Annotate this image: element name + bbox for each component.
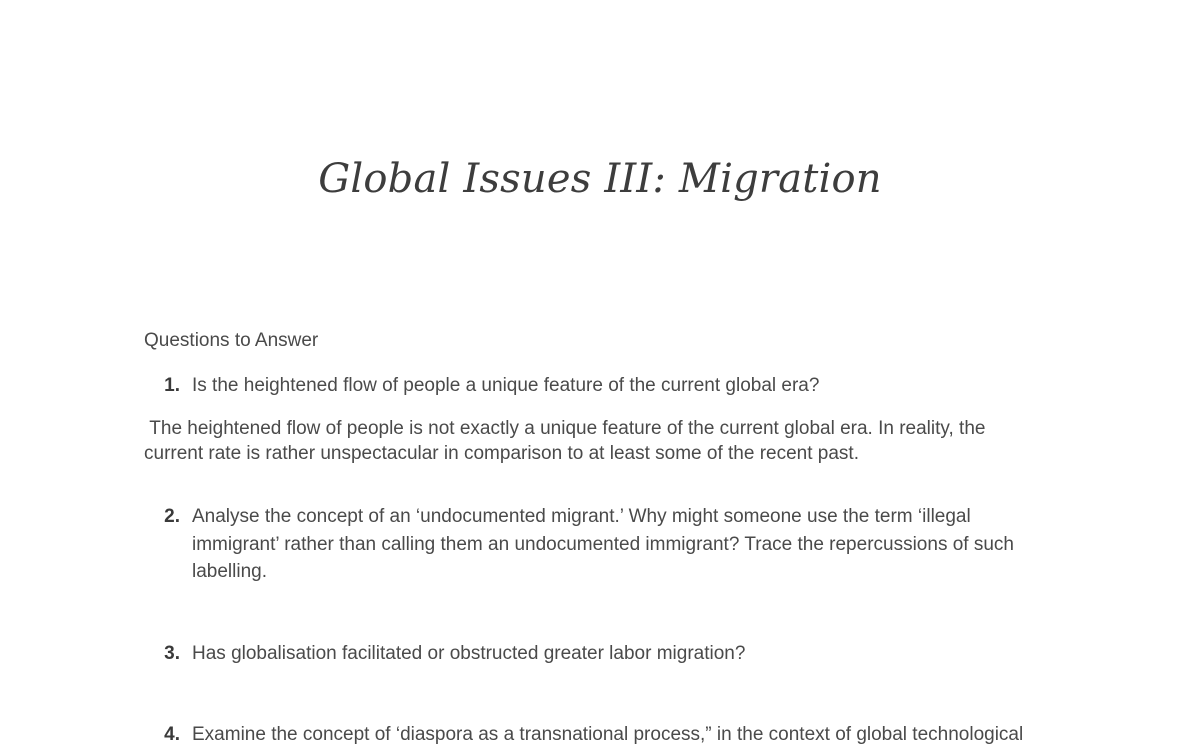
question-text: Analyse the concept of an ‘undocumented migrant.’ Why might someone use the term ‘illegal immigrant’ rather than calling them an undocumented immigrant? Trace the repercussions of such labelling. (192, 506, 1014, 582)
question-number: 4. (164, 724, 180, 745)
question-text: Is the heightened flow of people a unique feature of the current global era? (192, 375, 820, 396)
section-heading: Questions to Answer (144, 330, 319, 351)
question-text: Examine the concept of ‘diaspora as a transnational process,” in the context of global technological (192, 724, 1024, 745)
document-title: Global Issues III: Migration (318, 156, 882, 202)
question-text: Has globalisation facilitated or obstructed greater labor migration? (192, 643, 746, 664)
question-number: 3. (164, 643, 180, 664)
question-number: 2. (164, 506, 180, 527)
answer-1: The heightened flow of people is not exactly a unique feature of the current global era. In reality, the current rate is rather unspectacular in comparison to at least some of the recent past. (144, 418, 991, 464)
question-number: 1. (164, 375, 180, 396)
